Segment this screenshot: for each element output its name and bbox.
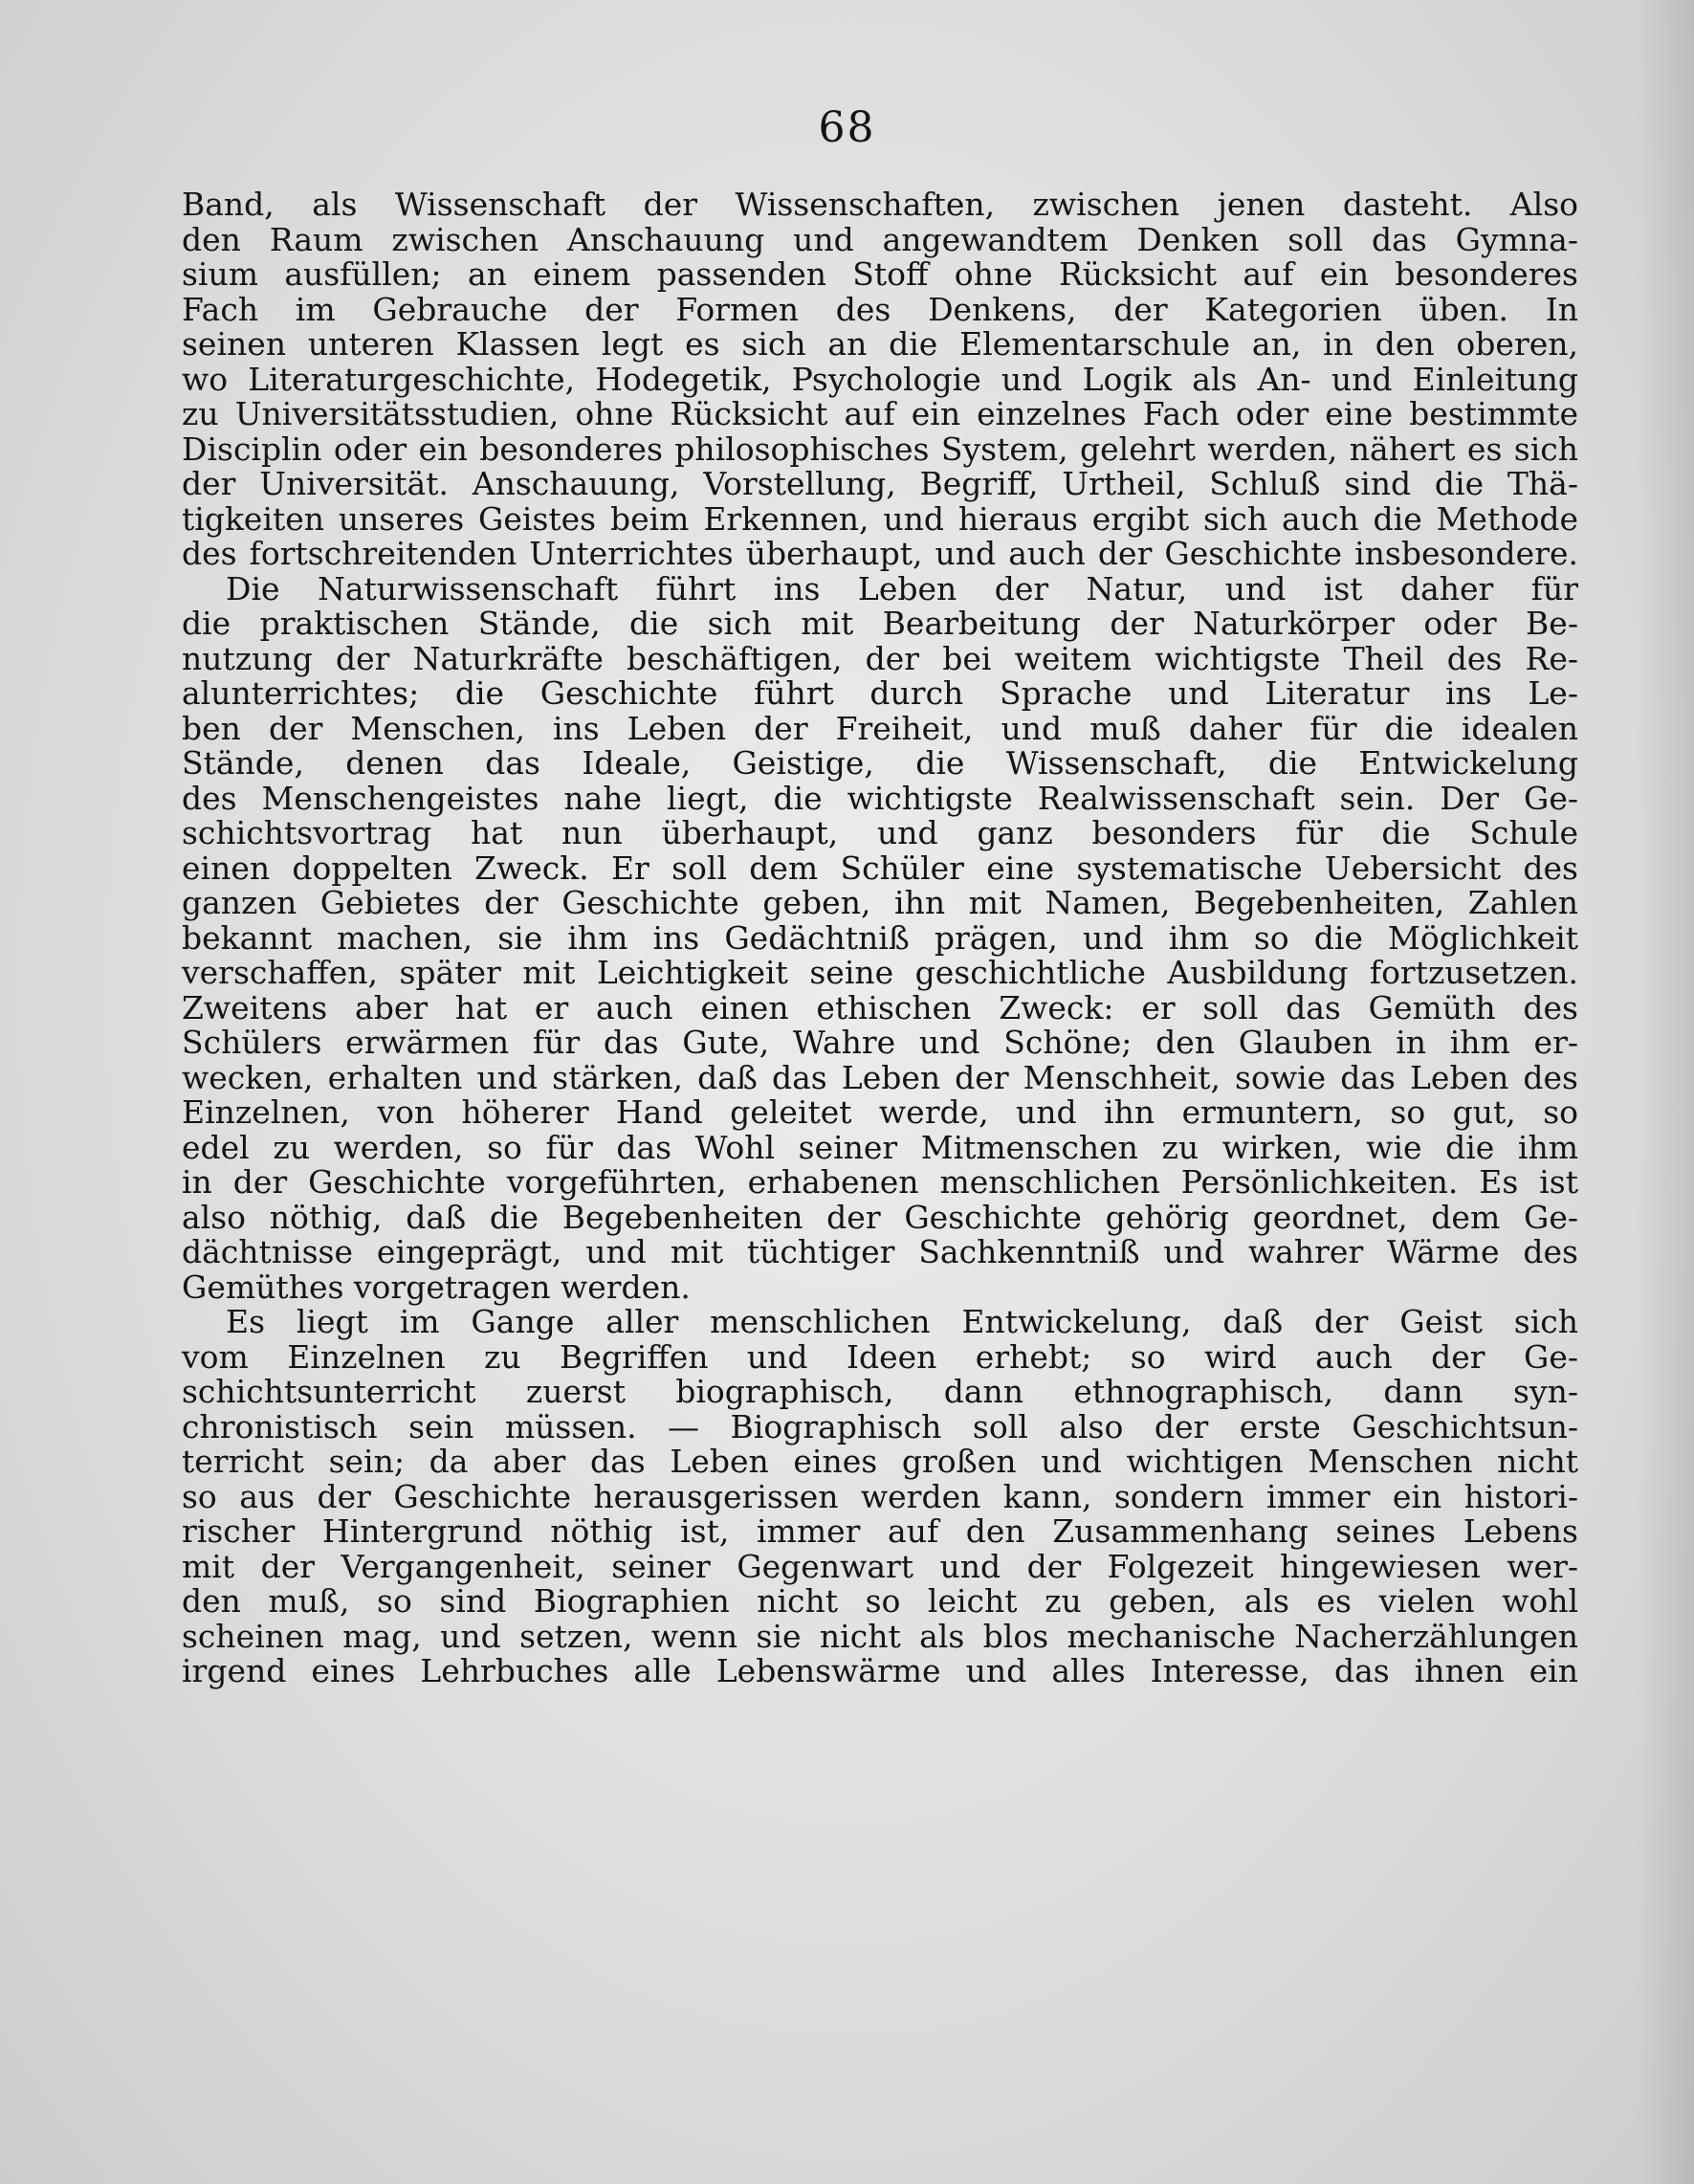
text-line: irgend eines Lehrbuches alle Lebenswärme und alles Interesse, das ihnen ein [182,1652,1578,1689]
text-line: Disciplin oder ein besonderes philosophisches System, gelehrt werden, nähert es sich [182,430,1578,468]
text-line: dächtnisse eingeprägt, und mit tüchtiger Sachkenntniß und wahrer Wärme des [182,1233,1578,1270]
text-line: einen doppelten Zweck. Er soll dem Schüler eine systematische Uebersicht des [182,849,1578,887]
text-line: vom Einzelnen zu Begriffen und Ideen erhebt; so wird auch der Ge- [182,1337,1578,1376]
text-line: Zweitens aber hat er auch einen ethischen Zweck: er soll das Gemüth des [182,988,1578,1026]
text-line: wo Literaturgeschichte, Hodegetik, Psychologie und Logik als An- und Einleitung [182,360,1578,398]
text-line: scheinen mag, und setzen, wenn sie nicht als blos mechanische Nacherzählungen [182,1617,1578,1655]
page-number: 68 [818,103,876,152]
text-line: Schülers erwärmen für das Gute, Wahre und Schöne; den Glauben in ihm er- [182,1024,1578,1061]
text-line: die praktischen Stände, die sich mit Bearbeitung der Naturkörper oder Be- [182,605,1578,642]
text-line: schichtsunterricht zuerst biographisch, dann ethnographisch, dann syn- [182,1373,1578,1410]
text-line: nutzung der Naturkräfte beschäftigen, der bei weitem wichtigste Theil des Re- [182,639,1578,677]
text-line: mit der Vergangenheit, seiner Gegenwart und der Folgezeit hingewiesen wer- [182,1547,1578,1585]
text-line: Es liegt im Gange aller menschlichen Entwickelung, daß der Geist sich [226,1303,1578,1340]
text-line: schichtsvortrag hat nun überhaupt, und ganz besonders für die Schule [182,814,1578,851]
text-line: Die Naturwissenschaft führt ins Leben der Natur, und ist daher für [226,569,1578,607]
text-line: edel zu werden, so für das Wohl seiner Mitmenschen zu wirken, wie die ihm [182,1128,1578,1166]
body-text [182,188,1578,1689]
text-line: Gemüthes vorgetragen werden. [182,1268,691,1306]
text-line: ben der Menschen, ins Leben der Freiheit, und muß daher für die idealen [182,709,1578,747]
text-line: zu Universitätsstudien, ohne Rücksicht auf ein einzelnes Fach oder eine bestimmte [182,395,1578,432]
text-line: Fach im Gebrauche der Formen des Denkens, der Kategorien üben. In [182,290,1578,328]
text-line: verschaffen, später mit Leichtigkeit seine geschichtliche Ausbildung fortzusetzen. [182,954,1578,991]
text-line: sium ausfüllen; an einem passenden Stoff ohne Rücksicht auf ein besonderes [182,255,1578,293]
text-line: seinen unteren Klassen legt es sich an die Elementarschule an, in den oberen, [182,325,1578,363]
text-line: bekannt machen, sie ihm ins Gedächtniß prägen, und ihm so die Möglichkeit [182,918,1578,957]
text-line: in der Geschichte vorgeführten, erhabenen menschlichen Persönlichkeiten. Es ist [182,1163,1578,1201]
text-line: des Menschengeistes nahe liegt, die wichtigste Realwissenschaft sein. Der Ge- [182,779,1578,817]
page-edge-shadow [1637,0,1694,2184]
text-line: alunterrichtes; die Geschichte führt durch Sprache und Literatur ins Le- [182,674,1578,712]
text-line: ganzen Gebietes der Geschichte geben, ihn mit Namen, Begebenheiten, Zahlen [182,884,1578,921]
text-line: Stände, denen das Ideale, Geistige, die Wissenschaft, die Entwickelung [182,744,1578,782]
text-line: der Universität. Anschauung, Vorstellung, Begriff, Urtheil, Schluß sind die Thä- [182,465,1578,502]
text-line: des fortschreitenden Unterrichtes überhaupt, und auch der Geschichte insbesondere. [182,535,1578,572]
text-line: chronistisch sein müssen. — Biographisch soll also der erste Geschichtsun- [182,1407,1578,1445]
text-line: wecken, erhalten und stärken, daß das Leben der Menschheit, sowie das Leben des [182,1058,1578,1096]
text-line: den muß, so sind Biographien nicht so leicht zu geben, als es vielen wohl [182,1582,1578,1620]
text-line: terricht sein; da aber das Leben eines großen und wichtigen Menschen nicht [182,1443,1578,1480]
text-line: Band, als Wissenschaft der Wissenschaften, zwischen jenen dasteht. Also [182,186,1578,223]
text-line: also nöthig, daß die Begebenheiten der Geschichte gehörig geordnet, dem Ge- [182,1198,1578,1236]
text-line: so aus der Geschichte herausgerissen werden kann, sondern immer ein histori- [182,1477,1578,1515]
text-line: den Raum zwischen Anschauung und angewandtem Denken soll das Gymna- [182,220,1578,258]
text-line: tigkeiten unseres Geistes beim Erkennen, und hieraus ergibt sich auch die Methode [182,499,1578,538]
text-line: Einzelnen, von höherer Hand geleitet werde, und ihn ermuntern, so gut, so [182,1093,1578,1131]
text-line: rischer Hintergrund nöthig ist, immer auf den Zusammenhang seines Lebens [182,1512,1578,1550]
